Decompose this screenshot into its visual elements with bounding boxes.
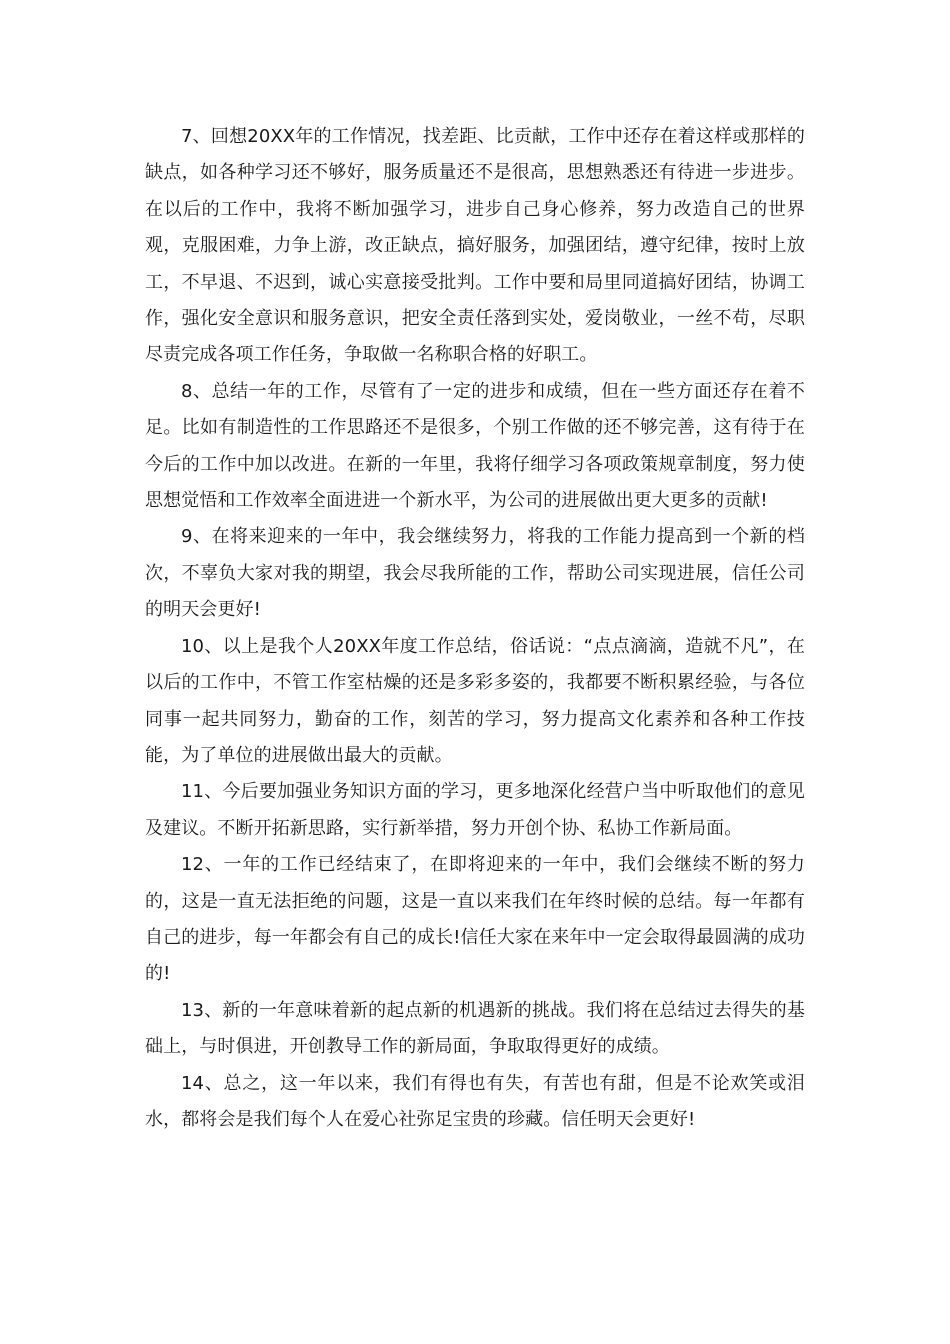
paragraph-13: 13、新的一年意味着新的起点新的机遇新的挑战。我们将在总结过去得失的基础上，与时俱进，开创教导工作的新局面，争取取得更好的成绩。 [145, 999, 805, 1058]
paragraph-10: 10、以上是我个人20XX年度工作总结，俗话说：“点点滴滴，造就不凡”，在以后的工作中，不管工作室枯燥的还是多彩多姿的，我都要不断积累经验，与各位同事一起共同努力，勤奋的工作，刻苦的学习，努力提高文化素养和各种工作技能，为了单位的进展做出最大的贡献。 [145, 635, 805, 766]
paragraph-9: 9、在将来迎来的一年中，我会继续努力，将我的工作能力提高到一个新的档次，不辜负大家对我的期望，我会尽我所能的工作，帮助公司实现进展，信任公司的明天会更好! [145, 526, 805, 621]
paragraph-7: 7、回想20XX年的工作情况，找差距、比贡献，工作中还存在着这样或那样的缺点，如各种学习还不够好，服务质量还不是很高，思想熟悉还有待进一步进步。在以后的工作中，我将不断加强学习，进步自己身心修养，努力改造自己的世界观，克服困难，力争上游，改正缺点，搞好服务，加强团结，遵守纪律，按时上放工，不早退、不迟到，诚心实意接受批判。工作中要和局里同道搞好团结，协调工作，强化安全意识和服务意识，把安全责任落到实处，爱岗敬业，一丝不苟，尽职尽责完成各项工作任务，争取做一名称职合格的好职工。 [145, 126, 805, 366]
paragraph-14: 14、总之，这一年以来，我们有得也有失，有苦也有甜，但是不论欢笑或泪水，都将会是我们每个人在爱心社弥足宝贵的珍藏。信任明天会更好! [145, 1072, 805, 1130]
paragraph-12: 12、一年的工作已经结束了，在即将迎来的一年中，我们会继续不断的努力的，这是一直无法拒绝的问题，这是一直以来我们在年终时候的总结。每一年都有自己的进步，每一年都会有自己的成长!信任大家在来年中一定会取得最圆满的成功的! [145, 854, 805, 985]
document-body [145, 119, 805, 1138]
paragraph-8: 8、总结一年的工作，尽管有了一定的进步和成绩，但在一些方面还存在着不足。比如有制造性的工作思路还不是很多，个别工作做的还不够完善，这有待于在今后的工作中加以改进。在新的一年里，我将仔细学习各项政策规章制度，努力使思想觉悟和工作效率全面进进一个新水平，为公司的进展做出更大更多的贡献! [145, 380, 805, 512]
paragraph-11: 11、今后要加强业务知识方面的学习，更多地深化经营户当中听取他们的意见及建议。不断开拓新思路，实行新举措，努力开创个协、私协工作新局面。 [145, 781, 805, 839]
